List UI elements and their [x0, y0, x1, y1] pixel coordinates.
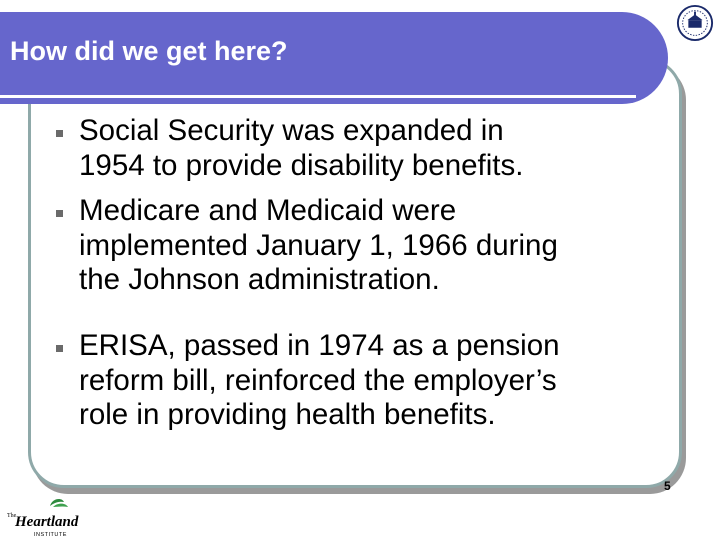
bullet-line: the Johnson administration. — [79, 263, 440, 296]
heartland-logo — [6, 496, 80, 538]
logo-script-text: Heartland — [15, 514, 79, 530]
logo-small-text: The — [7, 513, 17, 519]
title-underline — [0, 95, 636, 98]
square-bullet-icon — [56, 130, 63, 137]
logo-sub-text: INSTITUTE — [34, 532, 67, 538]
bullet-line: implemented January 1, 1966 during — [79, 228, 558, 262]
bullet-line: ERISA, passed in 1974 as a pension — [79, 329, 560, 362]
slide-title: How did we get here? — [10, 36, 288, 66]
bullet-line: Social Security was expanded in — [79, 114, 504, 147]
bullet-line: 1954 to provide disability benefits. — [79, 148, 524, 182]
page-number: 5 — [664, 479, 671, 493]
bullet-line: role in providing health benefits. — [79, 398, 496, 431]
bullet-line: reform bill, reinforced the employer’s — [79, 363, 557, 397]
bullet-line: Medicare and Medicaid were — [79, 194, 457, 227]
square-bullet-icon — [56, 345, 63, 352]
square-bullet-icon — [56, 210, 63, 217]
seal-icon — [676, 4, 714, 42]
